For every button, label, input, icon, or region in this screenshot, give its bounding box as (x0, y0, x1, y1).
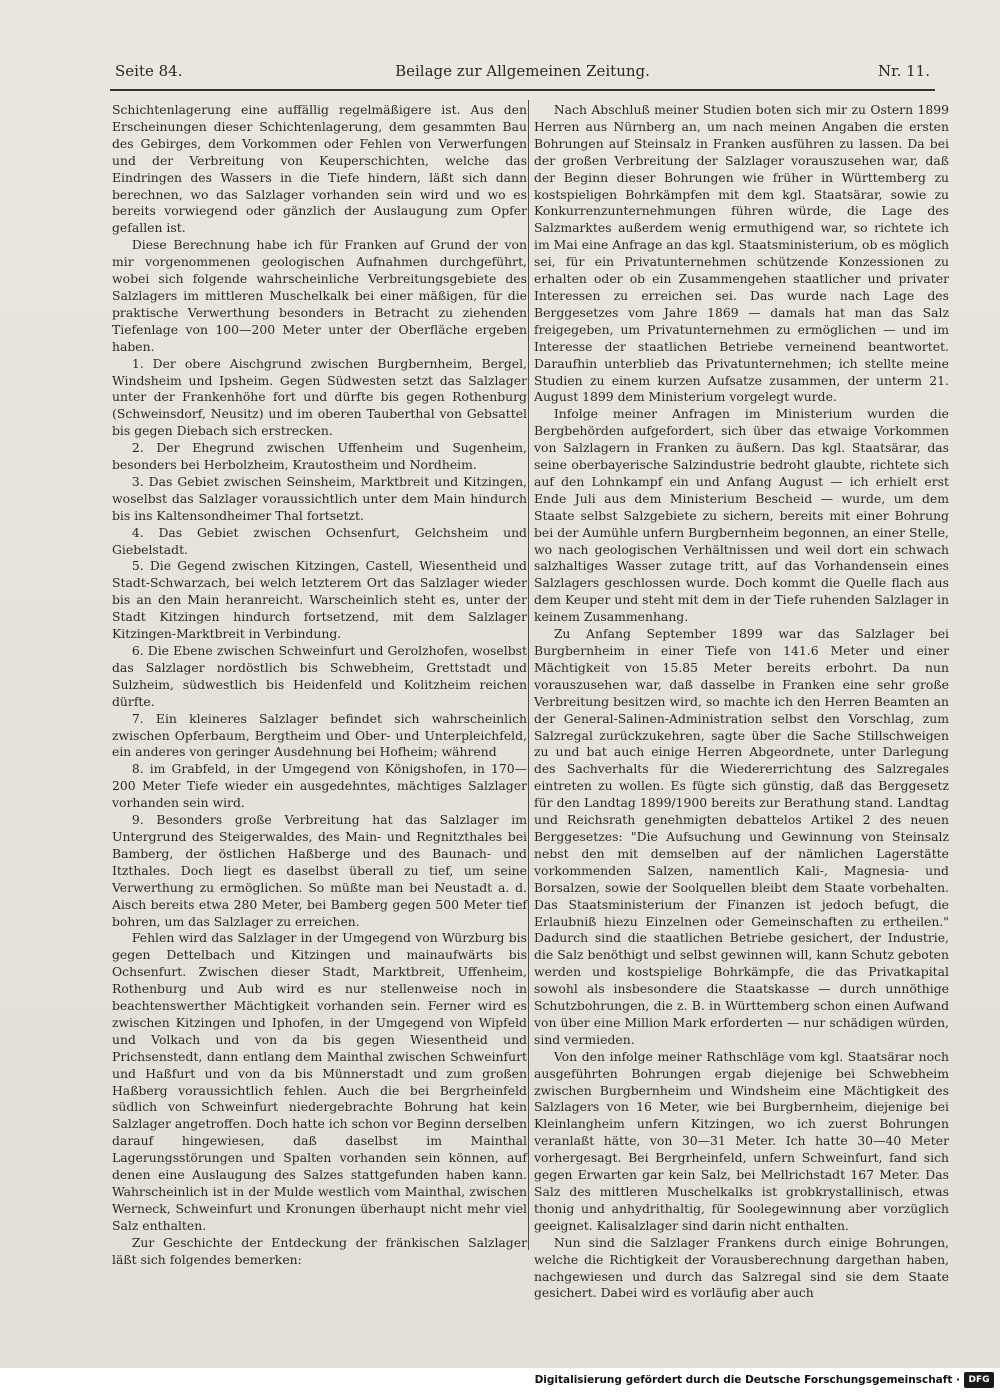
list-item: 3. Das Gebiet zwischen Seinsheim, Marktbreit und Kitzingen, woselbst das Salzlager voraussichtlich unter dem Main hindurch bis ins Kaltensondheimer Thal fortsetzt. (112, 473, 527, 523)
paragraph: Zur Geschichte der Entdeckung der fränkischen Salzlager läßt sich folgendes bemerken: (112, 1234, 527, 1267)
list-item: 5. Die Gegend zwischen Kitzingen, Castell, Wiesentheid und Stadt-Schwarzach, bei welch letzterem Ort das Salzlager wieder bis an den Main heranreicht. Warscheinlich steht es, unter der Stadt Kitzingen hindurch fortsetzend, mit dem Salzlager Kitzingen-Marktbreit in Verbindung. (112, 558, 527, 642)
left-column (112, 102, 527, 1269)
publication-title: Beilage zur Allgemeinen Zeitung. (395, 62, 650, 80)
list-item: 6. Die Ebene zwischen Schweinfurt und Gerolzhofen, woselbst das Salzlager nordöstlich bis Schwebheim, Grettstadt und Sulzheim, südwestlich bis Heidenfeld und Kolitzheim reichen dürfte. (112, 643, 527, 709)
paragraph: Von den infolge meiner Rathschläge vom kgl. Staatsärar noch ausgeführten Bohrungen ergab diejenige bei Schwebheim zwischen Burgbernheim und Windsheim eine Mächtigkeit des Salzlagers von 16 Meter, wie bei Burgbernheim, diejenige bei Kleinlangheim unfern Kitzingen, wo ich zuerst Bohrungen veranlaßt hätte, von 30—31 Meter. Ich hatte 30—40 Meter vorhergesagt. Bei Bergrheinfeld, unfern Schweinfurt, fand sich gegen Erwarten gar kein Salz, bei Mellrichstadt 167 Meter. Das Salz des mittleren Muschelkalks ist grobkrystallinisch, etwas thonig und anhydrithaltig, für Soolegewinnung aber vorzüglich geeignet. Kalisalzlager sind darin nicht enthalten. (534, 1048, 949, 1233)
paragraph: Zu Anfang September 1899 war das Salzlager bei Burgbernheim in einer Tiefe von 141.6 Meter und einer Mächtigkeit von 15.85 Meter bereits erbohrt. Da nun vorauszusehen war, daß dasselbe in Franken eine sehr große Verbreitung besitzen wird, so machte ich den Herren Beamten an der General-Salinen-Administration selbst den Vorschlag, zum Salzregal zurückzukehren, sagte über die Sache Stillschweigen zu und bat auch einige Herren Abgeordnete, unter Darlegung des Sachverhalts für die Wiedererrichtung des Salzregales eintreten zu wollen. Es fügte sich günstig, daß das Berggesetz für den Landtag 1899/1900 bereits zur Berathung stand. Landtag und Reichsrath genehmigten debattelos Artikel 2 des neuen Berggesetzes: "Die Aufsuchung und Gewinnung von Steinsalz nebst den mit demselben auf der nämlichen Lagerstätte vorkommenden Salzen, namentlich Kali-, Magnesia- und Borsalzen, sowie der Soolquellen bleibt dem Staate vorbehalten. Das Staatsministerium der Finanzen ist jedoch befugt, die Erlaubniß hiezu Einzelnen oder Gemeinschaften zu ertheilen." Dadurch sind die staatlichen Betriebe gesichert, der Industrie, die Salz benöthigt und selbst gewinnen will, kann Schutz geboten werden und kostspielige Bohrkämpfe, die das Privatkapital sowohl als insbesondere die Staatskasse — durch unnöthige Schutzbohrungen, die z. B. in Württemberg schon einen Aufwand von über eine Million Mark erforderten — nur schädigen würden, sind vermieden. (534, 626, 949, 1047)
list-item: 2. Der Ehegrund zwischen Uffenheim und Sugenheim, besonders bei Herbolzheim, Krautostheim und Nordheim. (112, 440, 527, 473)
header-rule (110, 89, 935, 91)
paragraph: Nach Abschluß meiner Studien boten sich mir zu Ostern 1899 Herren aus Nürnberg an, um nach meinen Angaben die ersten Bohrungen auf Steinsalz in Franken ausführen zu lassen. Da bei der großen Verbreitung der Salzlager vorauszusehen war, daß der Beginn dieser Bohrungen wie früher in Württemberg zu kostspieligen Bohrkämpfen mit dem kgl. Staatsärar, sowie zu Konkurrenzunternehmungen führen würde, die Lage des Salzmarktes außerdem wenig ermuthigend war, so richtete ich im Mai eine Anfrage an das kgl. Staatsministerium, ob es möglich sei, für ein Privatunternehmen schützende Konzessionen zu erhalten oder ob ein Zusammengehen staatlicher und privater Interessen zu erreichen sei. Das wurde nach Lage des Berggesetzes vom Jahre 1869 — damals hat man das Salz freigegeben, um Privatunternehmen zu ermöglichen — und im Interesse der staatlichen Betriebe verneinend beantwortet. Daraufhin unterblieb das Privatunternehmen; ich stellte meine Studien zu einem kurzen Aufsatze zusammen, der unterm 21. August 1899 dem Ministerium vorgelegt wurde. (534, 102, 949, 405)
paragraph: Nun sind die Salzlager Frankens durch einige Bohrungen, welche die Richtigkeit der Vorausberechnung dargethan haben, nachgewiesen und durch das Salzregal sind sie dem Staate gesichert. Dabei wird es vorläufig aber auch (534, 1234, 949, 1301)
list-item: 8. im Grabfeld, in der Umgegend von Königshofen, in 170—200 Meter Tiefe wieder ein ausgedehntes, mächtiges Salzlager vorhanden sein wird. (112, 761, 527, 811)
list-item: 9. Besonders große Verbreitung hat das Salzlager im Untergrund des Steigerwaldes, des Main- und Regnitzthales bei Bamberg, der östlichen Haßberge und des Baunach- und Itzthales. Doch liegt es daselbst überall zu tief, um seine Verwerthung zu ermöglichen. So müßte man bei Neustadt a. d. Aisch bereits etwa 280 Meter, bei Bamberg gegen 500 Meter tief bohren, um das Salzlager zu erreichen. (112, 812, 527, 929)
right-column (534, 102, 949, 1302)
paragraph: Fehlen wird das Salzlager in der Umgegend von Würzburg bis gegen Dettelbach und Kitzingen und mainaufwärts bis Ochsenfurt. Zwischen dieser Stadt, Marktbreit, Uffenheim, Rothenburg und Aub wird es nur stellenweise noch in beachtenswerther Mächtigkeit vorhanden sein. Ferner wird es zwischen Kitzingen und Iphofen, in der Umgegend von Wipfeld und Volkach und von da bis gegen Wiesentheid und Prichsenstedt, dann entlang dem Mainthal zwischen Schweinfurt und Haßfurt und von da bis Münnerstadt und zum großen Haßberg voraussichtlich fehlen. Auch die bei Bergrheinfeld südlich von Schweinfurt niedergebrachte Bohrung hat kein Salzlager angetroffen. Doch hatte ich schon vor Beginn derselben darauf hingewiesen, daß daselbst im Mainthal Lagerungsstörungen und Spalten vorhanden sein können, auf denen eine Auslaugung des Salzes stattgefunden haben kann. Wahrscheinlich ist in der Mulde westlich vom Mainthal, zwischen Werneck, Schweinfurt und Kronungen überhaupt nicht mehr viel Salz enthalten. (112, 930, 527, 1233)
column-divider (528, 100, 529, 1250)
page-number-label: Seite 84. (115, 62, 183, 80)
dfg-logo: DFG (964, 1372, 994, 1388)
list-item: 4. Das Gebiet zwischen Ochsenfurt, Gelchsheim und Giebelstadt. (112, 524, 527, 557)
paragraph: Schichtenlagerung eine auffällig regelmäßigere ist. Aus den Erscheinungen dieser Schichtenlagerung, dem gesammten Bau des Gebirges, dem Vorkommen oder Fehlen von Verwerfungen und der Verbreitung von Keuperschichten, welche das Eindringen des Wassers in die Tiefe hindern, läßt sich dann berechnen, wo das Salzlager vorhanden sein wird und wo es bereits vorwiegend oder gänzlich der Auslaugung zum Opfer gefallen ist. (112, 102, 527, 236)
page-header (115, 62, 930, 86)
paragraph: Diese Berechnung habe ich für Franken auf Grund der von mir vorgenommenen geologischen Aufnahmen durchgeführt, wobei sich folgende wahrscheinliche Verbreitungsgebiete des Salzlagers im mittleren Muschelkalk bei einer mäßigen, für die praktische Verwerthung besonders in Betracht zu ziehenden Tiefenlage von 100—200 Meter unter der Oberfläche ergeben haben. (112, 237, 527, 354)
digitization-footer (0, 1368, 1000, 1392)
paragraph: Infolge meiner Anfragen im Ministerium wurden die Bergbehörden aufgefordert, sich über das etwaige Vorkommen von Salzlagern in Franken zu äußern. Das kgl. Staatsärar, das seine oberbayerische Salzindustrie bedroht glaubte, richtete sich auf den Lohnkampf ein und Anfang August — ich erhielt erst Ende Juli aus dem Ministerium Bescheid — wurde, um dem Staate selbst Salzgebiete zu sichern, bereits mit einer Bohrung bei der Aumühle unfern Burgbernheim begonnen, an einer Stelle, wo nach geologischen Verhältnissen und weil dort ein schwach salzhaltiges Wasser zutage tritt, auf das Vorhandensein eines Salzlagers geschlossen wurde. Doch kommt die Quelle flach aus dem Keuper und steht mit dem in der Tiefe ruhenden Salzlager in keinem Zusammenhang. (534, 406, 949, 625)
list-item: 7. Ein kleineres Salzlager befindet sich wahrscheinlich zwischen Opferbaum, Bergtheim und Ober- und Unterpleichfeld, ein anderes von geringer Ausdehnung bei Hofheim; während (112, 710, 527, 760)
issue-number: Nr. 11. (877, 62, 930, 80)
list-item: 1. Der obere Aischgrund zwischen Burgbernheim, Bergel, Windsheim und Ipsheim. Gegen Südwesten setzt das Salzlager unter der Frankenhöhe fort und dürfte bis gegen Rothenburg (Schweinsdorf, Neusitz) und im oberen Tauberthal von Gebsattel bis gegen Diebach sich erstrecken. (112, 355, 527, 439)
footer-credit: Digitalisierung gefördert durch die Deutsche Forschungsgemeinschaft · (534, 1374, 960, 1386)
